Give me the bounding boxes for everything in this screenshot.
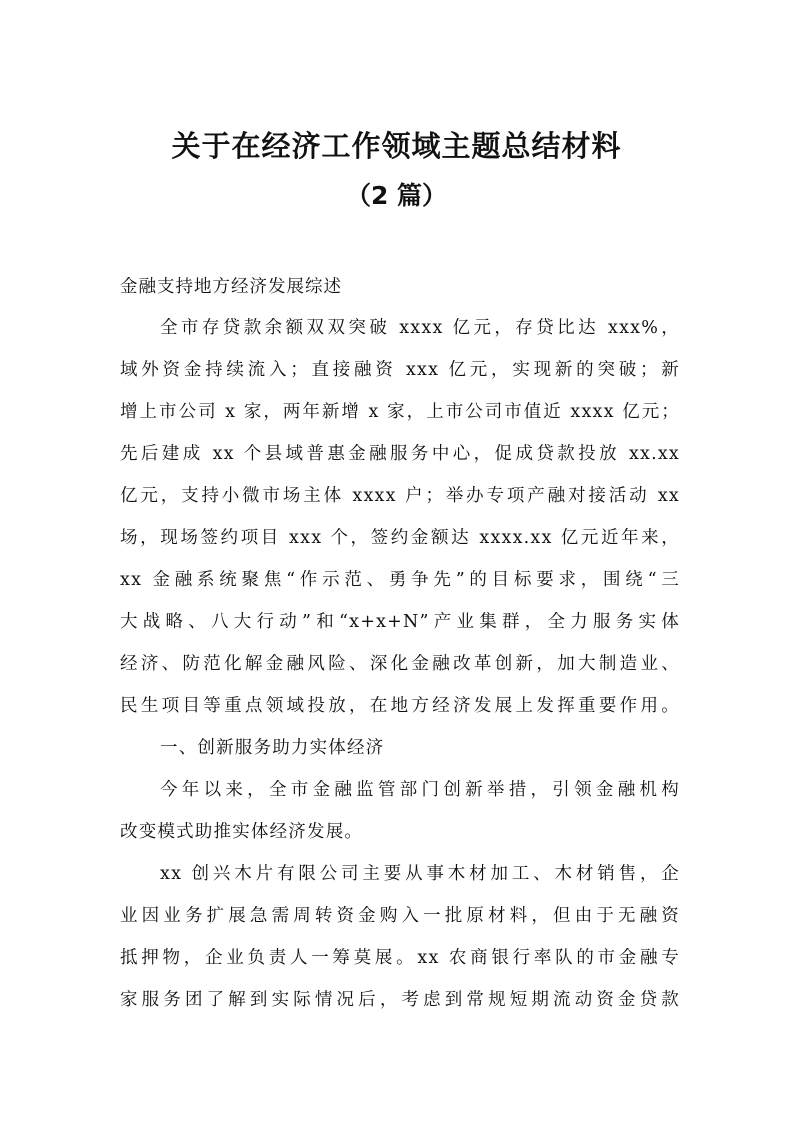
text-line: 抵押物，企业负责人一筹莫展。xx 农商银行率队的市金融专	[120, 948, 680, 968]
body-text	[120, 307, 680, 1021]
text-line: 今年以来，全市金融监管部门创新举措，引领金融机构	[160, 780, 680, 800]
text-line: 业因业务扩展急需周转资金购入一批原材料，但由于无融资	[120, 906, 680, 926]
text-line: 全市存贷款余额双双突破 xxxx 亿元，存贷比达 xxx%，	[160, 318, 680, 338]
text-line: 家服务团了解到实际情况后，考虑到常规短期流动资金贷款	[120, 990, 680, 1010]
paragraph	[120, 307, 680, 727]
text-line: 增上市公司 x 家，两年新增 x 家，上市公司市值近 xxxx 亿元；	[120, 402, 680, 422]
text-line: 域外资金持续流入；直接融资 xxx 亿元，实现新的突破；新	[120, 360, 680, 380]
paragraph	[120, 853, 680, 1021]
text-line: 大战略、八大行动”和“x+x+N”产业集群，全力服务实体	[120, 612, 680, 632]
text-line: 民生项目等重点领域投放，在地方经济发展上发挥重要作用。	[120, 696, 680, 716]
text-line: 先后建成 xx 个县域普惠金融服务中心，促成贷款投放 xx.xx	[120, 444, 680, 464]
text-line: xx 金融系统聚焦“作示范、勇争先”的目标要求，围绕“三	[120, 570, 680, 590]
text-line: 一、创新服务助力实体经济	[160, 738, 385, 758]
text-line: 场，现场签约项目 xxx 个，签约金额达 xxxx.xx 亿元近年来，	[120, 528, 680, 548]
text-line: 经济、防范化解金融风险、深化金融改革创新，加大制造业、	[120, 654, 680, 674]
paragraph	[120, 769, 680, 853]
text-line: 改变模式助推实体经济发展。	[120, 822, 364, 842]
document-title: 关于在经济工作领域主题总结材料	[171, 129, 622, 163]
section-heading: 金融支持地方经济发展综述	[120, 277, 342, 297]
document-subtitle: （2 篇）	[345, 181, 448, 210]
text-line: 亿元，支持小微市场主体 xxxx 户；举办专项产融对接活动 xx	[120, 486, 680, 506]
subheading-paragraph	[120, 727, 680, 769]
text-line: xx 创兴木片有限公司主要从事木材加工、木材销售，企	[160, 864, 680, 884]
